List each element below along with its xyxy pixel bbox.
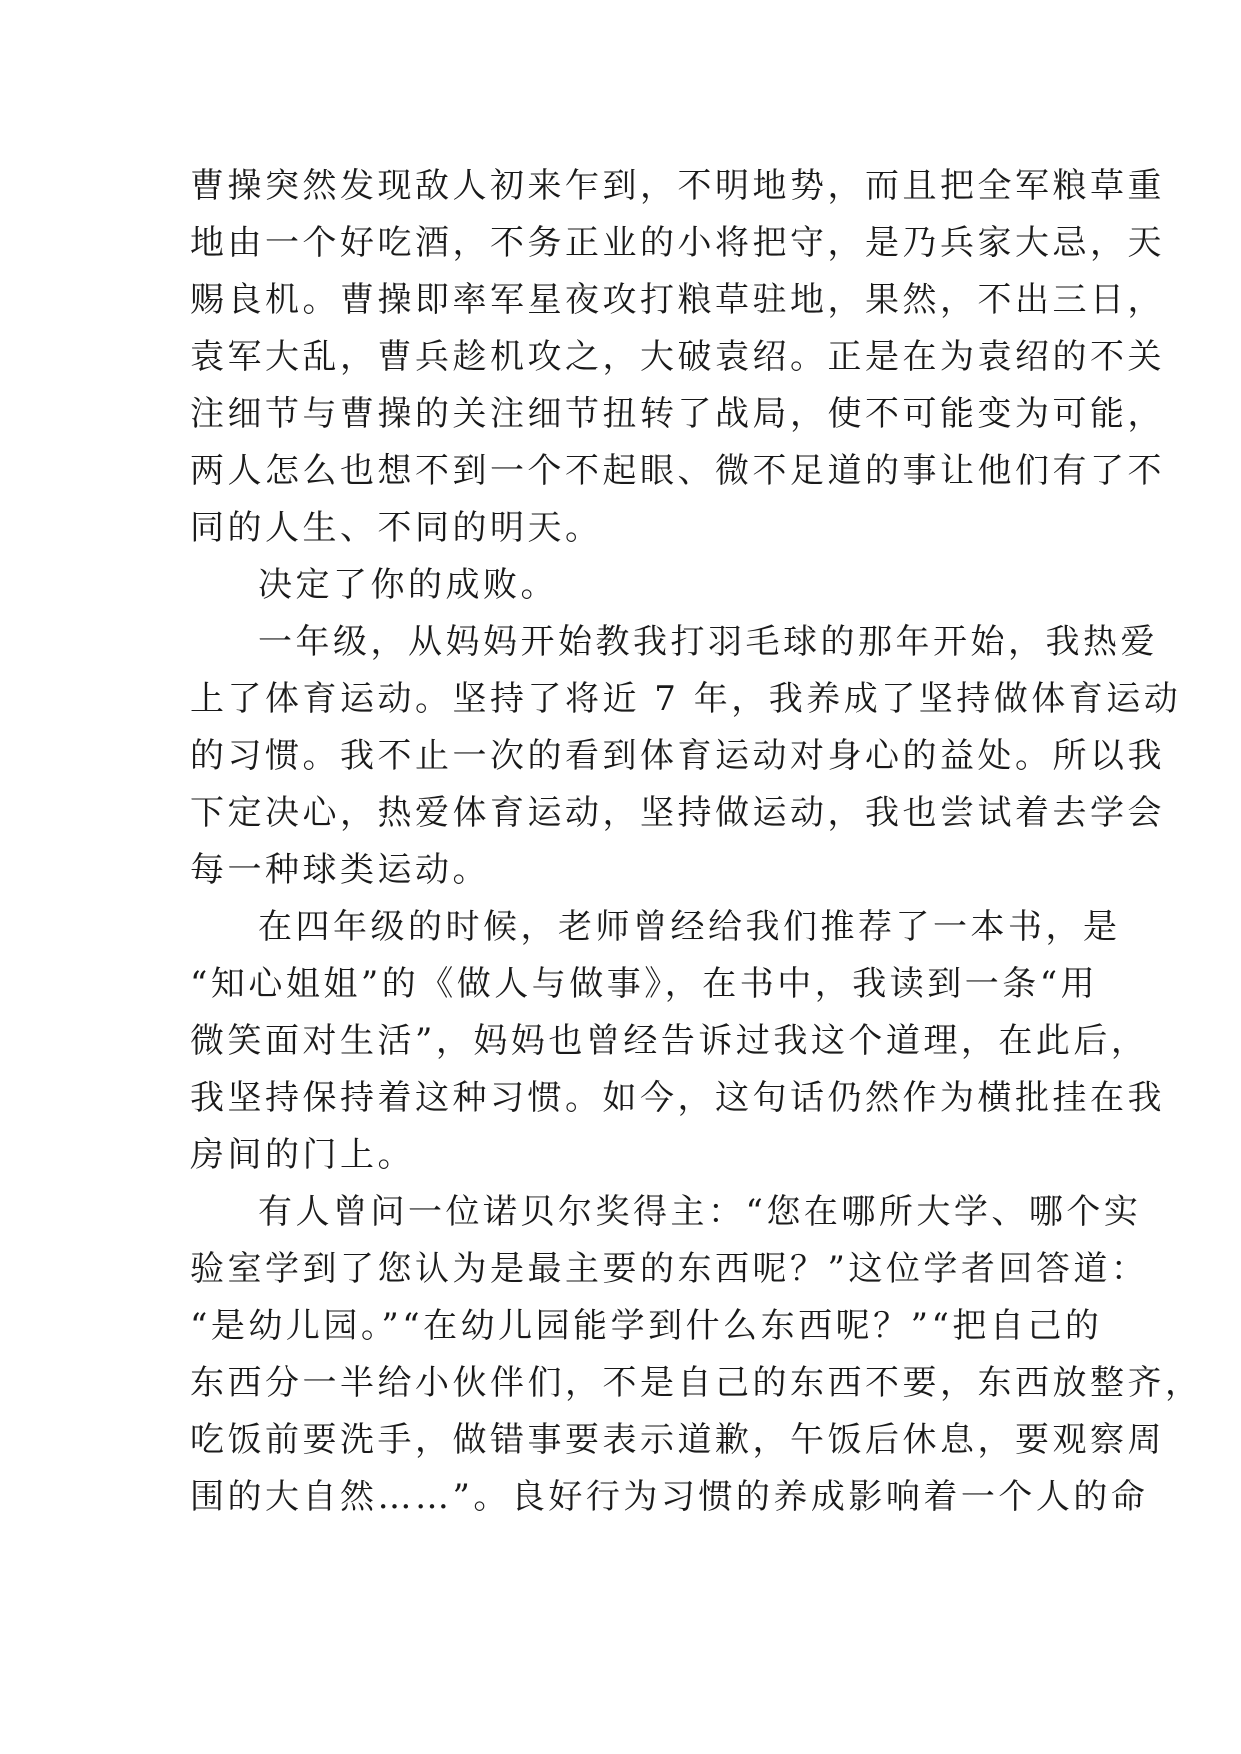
text-line: 注细节与曹操的关注细节扭转了战局，使不可能变为可能， [190, 394, 1165, 434]
text-line: 地由一个好吃酒，不务正业的小将把守，是乃兵家大忌，天 [190, 223, 1165, 263]
text-line: 同的人生、不同的明天。 [190, 508, 603, 548]
text-line: 我坚持保持着这种习惯。如今，这句话仍然作为横批挂在我 [190, 1078, 1165, 1118]
paragraph-book [190, 899, 1165, 1184]
paragraph-success-failure [190, 557, 1050, 614]
text-line: “知心姐姐”的《做人与做事》，在书中，我读到一条“用 [190, 964, 1099, 1004]
text-line: 下定决心，热爱体育运动，坚持做运动，我也尝试着去学会 [190, 793, 1165, 833]
text-line: 袁军大乱，曹兵趁机攻之，大破袁绍。正是在为袁绍的不关 [190, 337, 1165, 377]
text-line: 一年级，从妈妈开始教我打羽毛球的那年开始，我热爱 [258, 622, 1158, 662]
text-line: 有人曾问一位诺贝尔奖得主：“您在哪所大学、哪个实 [258, 1192, 1142, 1232]
text-line: 验室学到了您认为是最主要的东西呢？”这位学者回答道： [190, 1249, 1149, 1289]
paragraph-nobel [190, 1184, 1203, 1526]
text-line: 上了体育运动。坚持了将近 7 年，我养成了坚持做体育运动 [190, 679, 1182, 719]
document-body [190, 158, 1203, 1526]
text-line: 决定了你的成败。 [258, 565, 558, 605]
text-line: 的习惯。我不止一次的看到体育运动对身心的益处。所以我 [190, 736, 1165, 776]
text-line: “是幼儿园。”“在幼儿园能学到什么东西呢？”“把自己的 [190, 1306, 1103, 1346]
text-line: 曹操突然发现敌人初来乍到，不明地势，而且把全军粮草重 [190, 166, 1165, 206]
text-line: 微笑面对生活”，妈妈也曾经告诉过我这个道理，在此后， [190, 1021, 1149, 1061]
paragraph-sports [190, 614, 1182, 899]
text-line: 房间的门上。 [190, 1135, 415, 1175]
text-line: 东西分一半给小伙伴们，不是自己的东西不要，东西放整齐， [190, 1363, 1203, 1403]
text-line: 在四年级的时候，老师曾经给我们推荐了一本书，是 [258, 907, 1121, 947]
text-line: 赐良机。曹操即率军星夜攻打粮草驻地，果然，不出三日， [190, 280, 1165, 320]
text-line: 每一种球类运动。 [190, 850, 490, 890]
paragraph-cao-cao [190, 158, 1165, 557]
text-line: 两人怎么也想不到一个不起眼、微不足道的事让他们有了不 [190, 451, 1165, 491]
text-line: 围的大自然……”。良好行为习惯的养成影响着一个人的命 [190, 1477, 1149, 1517]
text-line: 吃饭前要洗手，做错事要表示道歉，午饭后休息，要观察周 [190, 1420, 1165, 1460]
